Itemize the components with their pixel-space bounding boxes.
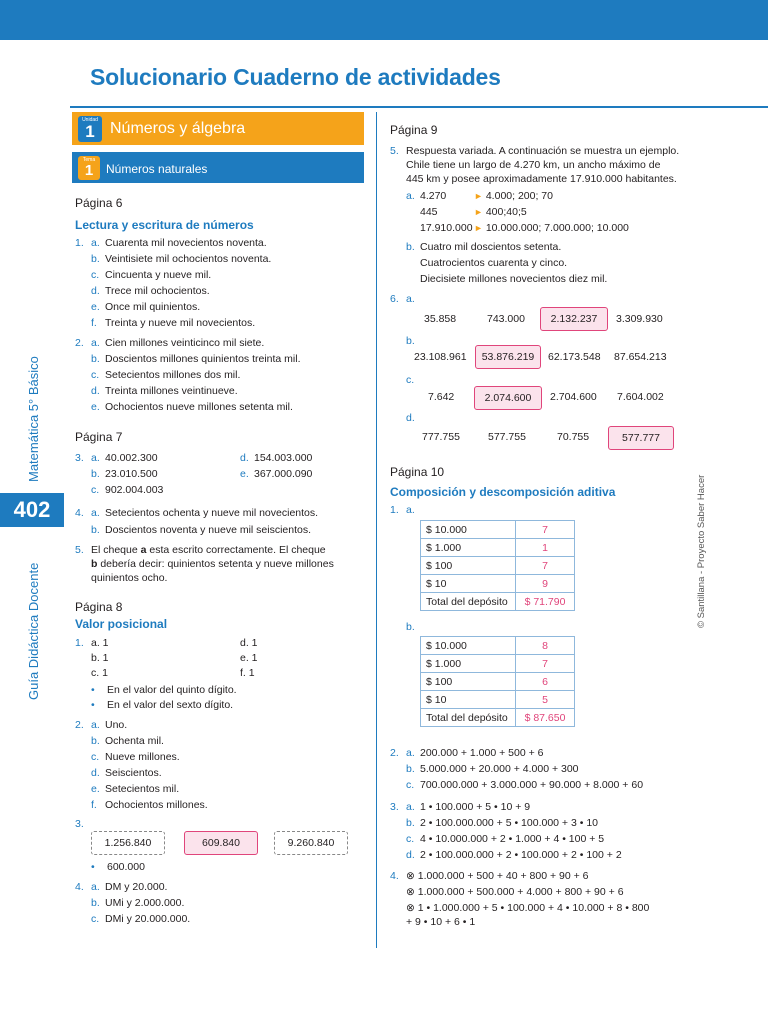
- answer-line: e. 367.000.090: [240, 468, 313, 480]
- side-label-copyright: © Santillana - Proyecto Saber Hacer: [696, 474, 707, 628]
- question-letter: b.: [406, 335, 415, 347]
- answer-line: Cuatrocientos cuarenta y cinco.: [420, 257, 568, 269]
- answer-line: b. Doscientos noventa y nueve mil seiscientos.: [91, 524, 312, 536]
- side-label-guide: Guía Didáctica Docente: [26, 562, 41, 700]
- table-row: [421, 575, 575, 593]
- answer-line: e. Once mil quinientos.: [91, 301, 201, 313]
- answer-line: c. 700.000.000 + 3.000.000 + 90.000 + 8.000 + 60: [406, 779, 644, 791]
- p8-question-2: [75, 718, 208, 812]
- page-heading-8: Página 8: [75, 600, 123, 614]
- title-rule: [70, 106, 768, 108]
- table-row: [421, 539, 575, 557]
- table-cell: 7: [516, 557, 575, 575]
- question-letter: b.: [406, 621, 415, 633]
- table-cell: 5: [516, 691, 575, 709]
- table-row: [421, 637, 575, 655]
- number-option: 87.654.213: [614, 351, 667, 363]
- question-number: 1. a.: [390, 504, 415, 516]
- cross-circle-icon: ⊗: [406, 886, 415, 898]
- p10-question-4: [390, 869, 649, 929]
- number-option: 35.858: [424, 313, 457, 325]
- page-heading-7: Página 7: [75, 430, 123, 444]
- number-option: 577.755: [488, 431, 526, 443]
- table-cell: 9: [516, 575, 575, 593]
- answer-line: 2. a. Uno.: [75, 719, 128, 731]
- unit-badge-number: 1: [85, 122, 95, 141]
- answer-line: b. UMi y 2.000.000.: [91, 897, 185, 909]
- highlighted-number-box: 577.777: [608, 426, 674, 450]
- p7-question-5: [75, 543, 334, 585]
- answer-line: 2. a. Cien millones veinticinco mil siete.: [75, 337, 265, 349]
- table-cell: $ 1.000: [421, 539, 516, 557]
- header-band: [0, 0, 768, 40]
- table-cell: $ 87.650: [516, 709, 575, 727]
- answer-line: b. Cuatro mil doscientos setenta.: [406, 241, 562, 253]
- answer-line: c. 1: [91, 667, 108, 679]
- answer-line: 3. a. 40.002.300: [75, 452, 158, 464]
- page-heading-9: Página 9: [390, 123, 438, 137]
- arrow-icon: ►: [474, 223, 483, 233]
- table-cell: 7: [516, 521, 575, 539]
- table-row: [421, 691, 575, 709]
- answer-line: f. Treinta y nueve mil novecientos.: [91, 317, 256, 329]
- table-cell: Total del depósito: [421, 593, 516, 611]
- answer-line: e. Ochocientos nueve millones setenta mil.: [91, 401, 293, 413]
- answer-line: a. 4.270 ► 4.000; 200; 70: [406, 190, 553, 202]
- answer-line: Chile tiene un largo de 4.270 km, un ancho máximo de: [406, 159, 661, 171]
- arrow-icon: ►: [474, 207, 483, 217]
- question-number: 3.: [75, 818, 84, 830]
- table-cell: $ 100: [421, 557, 516, 575]
- answer-line: b debería decir: quinientos setenta y nueve millones: [91, 558, 334, 570]
- number-option: 7.604.002: [617, 391, 664, 403]
- table-row: [421, 709, 575, 727]
- answer-line: 445 km y posee aproximadamente 17.910.000 habitantes.: [406, 173, 677, 185]
- tema-badge: [78, 156, 100, 180]
- table-cell: Total del depósito: [421, 709, 516, 727]
- table-row: [421, 593, 575, 611]
- number-option: 3.309.930: [616, 313, 663, 325]
- answer-line: d. 154.003.000: [240, 452, 313, 464]
- page-number: 402: [0, 493, 64, 527]
- answer-line: 4. ⊗ 1.000.000 + 500 + 40 + 800 + 90 + 6: [390, 870, 589, 882]
- answer-line: c. Nueve millones.: [91, 751, 180, 763]
- answer-line: 4. a. DM y 20.000.: [75, 881, 168, 893]
- answer-line: b. Veintisiete mil ochocientos noventa.: [91, 253, 272, 265]
- answer-line: 445 ► 400;40;5: [420, 206, 527, 218]
- answer-line: f. 1: [240, 667, 255, 679]
- answer-line: d. 1: [240, 637, 258, 649]
- highlighted-number-box: 2.132.237: [540, 307, 608, 331]
- number-box: 1.256.840: [91, 831, 165, 855]
- bullet-icon: •: [91, 684, 95, 696]
- answer-line: b. 2 • 100.000.000 + 5 • 100.000 + 3 • 10: [406, 817, 599, 829]
- table-cell: $ 10.000: [421, 521, 516, 539]
- answer-line: 1. a. Cuarenta mil novecientos noventa.: [75, 237, 267, 249]
- question-letter: c.: [406, 374, 415, 386]
- answer-line: d. Treinta millones veintinueve.: [91, 385, 238, 397]
- answer-line: quinientos ocho.: [91, 572, 168, 584]
- answer-line: c. Setecientos millones dos mil.: [91, 369, 241, 381]
- table-cell: $ 1.000: [421, 655, 516, 673]
- highlighted-number-box: 2.074.600: [474, 386, 542, 410]
- question-letter: d.: [406, 412, 415, 424]
- answer-line: 1. a. 1: [75, 637, 109, 649]
- table-cell: 1: [516, 539, 575, 557]
- number-option: 62.173.548: [548, 351, 601, 363]
- answer-line: 5. El cheque a esta escrito correctamente. El cheque: [75, 544, 326, 556]
- answer-line: b. Ochenta mil.: [91, 735, 164, 747]
- page-title: Solucionario Cuaderno de actividades: [90, 64, 501, 90]
- arrow-icon: ►: [474, 191, 483, 201]
- bullet-icon: •: [91, 699, 95, 711]
- table-cell: $ 10: [421, 575, 516, 593]
- number-option: 743.000: [487, 313, 525, 325]
- p6-question-2: [75, 336, 301, 414]
- number-option: 2.704.600: [550, 391, 597, 403]
- answer-line: c. Cincuenta y nueve mil.: [91, 269, 212, 281]
- column-divider: [376, 112, 377, 948]
- answer-line: 17.910.000► 10.000.000; 7.000.000; 10.000: [420, 222, 629, 234]
- answer-line: 2. a. 200.000 + 1.000 + 500 + 6: [390, 747, 544, 759]
- answer-line: f. Ochocientos millones.: [91, 799, 208, 811]
- table-cell: 8: [516, 637, 575, 655]
- answer-line: 3. a. 1 • 100.000 + 5 • 10 + 9: [390, 801, 531, 813]
- tema-title: Números naturales: [106, 162, 208, 176]
- answer-line: c. DMi y 20.000.000.: [91, 913, 191, 925]
- bullet-line: • 600.000: [91, 861, 145, 873]
- p9-question-5b: [406, 240, 607, 286]
- table-row: [421, 673, 575, 691]
- tema-badge-number: 1: [84, 162, 94, 179]
- p10-question-2: [390, 746, 643, 792]
- answer-line: Diecisiete millones novecientos diez mil.: [420, 273, 608, 285]
- answer-line: ⊗ 1 • 1.000.000 + 5 • 100.000 + 4 • 10.000 + 8 • 800: [406, 902, 650, 914]
- answer-line: e. 1: [240, 652, 258, 664]
- section-heading-lectura: Lectura y escritura de números: [75, 218, 254, 232]
- answer-line: d. Trece mil ochocientos.: [91, 285, 210, 297]
- section-heading-valor-posicional: Valor posicional: [75, 617, 168, 631]
- answer-line: b. Doscientos millones quinientos treinta mil.: [91, 353, 301, 365]
- bullet-line: • En el valor del sexto dígito.: [91, 699, 234, 711]
- answer-line: 4. a. Setecientos ochenta y nueve mil novecientos.: [75, 507, 319, 519]
- table-cell: 6: [516, 673, 575, 691]
- p9-question-5: [390, 144, 679, 186]
- answer-line: c. 4 • 10.000.000 + 2 • 1.000 + 4 • 100 + 5: [406, 833, 605, 845]
- unit-badge: [78, 116, 102, 142]
- p6-question-1: [75, 236, 271, 330]
- answer-line: b. 5.000.000 + 20.000 + 4.000 + 300: [406, 763, 579, 775]
- answer-line: + 9 • 10 + 6 • 1: [406, 916, 476, 928]
- number-option: 23.108.961: [414, 351, 467, 363]
- table-cell: $ 100: [421, 673, 516, 691]
- answer-line: c. 902.004.003: [91, 484, 164, 496]
- number-option: 7.642: [428, 391, 455, 403]
- answer-line: ⊗ 1.000.000 + 500.000 + 4.000 + 800 + 90 + 6: [406, 886, 624, 898]
- tema-badge-label: Tema: [82, 157, 96, 163]
- answer-line: b. 1: [91, 652, 109, 664]
- answer-line: d. Seiscientos.: [91, 767, 162, 779]
- number-option: 777.755: [422, 431, 460, 443]
- answer-line: e. Setecientos mil.: [91, 783, 180, 795]
- deposit-table-b: [420, 636, 575, 727]
- section-heading-composicion: Composición y descomposición aditiva: [390, 485, 616, 499]
- table-cell: $ 71.790: [516, 593, 575, 611]
- page-heading-6: Página 6: [75, 196, 123, 210]
- deposit-table-a: [420, 520, 575, 611]
- p8-question-4: [75, 880, 190, 926]
- question-number: 6. a.: [390, 293, 415, 305]
- table-cell: $ 10: [421, 691, 516, 709]
- table-cell: 7: [516, 655, 575, 673]
- table-row: [421, 557, 575, 575]
- number-box: 9.260.840: [274, 831, 348, 855]
- answer-line: 5. Respuesta variada. A continuación se muestra un ejemplo.: [390, 145, 680, 157]
- answer-line: b. 23.010.500: [91, 468, 158, 480]
- highlighted-number-box: 609.840: [184, 831, 258, 855]
- number-option: 70.755: [557, 431, 590, 443]
- page-heading-10: Página 10: [390, 465, 445, 479]
- side-label-course: Matemática 5° Básico: [26, 356, 41, 482]
- cross-circle-icon: ⊗: [406, 870, 415, 882]
- bullet-line: • En el valor del quinto dígito.: [91, 684, 237, 696]
- unit-title: Números y álgebra: [110, 120, 246, 137]
- cross-circle-icon: ⊗: [406, 902, 415, 914]
- table-row: [421, 521, 575, 539]
- p10-question-3: [390, 800, 622, 862]
- bullet-icon: •: [91, 861, 95, 873]
- highlighted-number-box: 53.876.219: [475, 345, 541, 369]
- answer-line: d. 2 • 100.000.000 + 2 • 100.000 + 2 • 100 + 2: [406, 849, 622, 861]
- table-cell: $ 10.000: [421, 637, 516, 655]
- unit-badge-label: Unidad: [82, 117, 98, 123]
- table-row: [421, 655, 575, 673]
